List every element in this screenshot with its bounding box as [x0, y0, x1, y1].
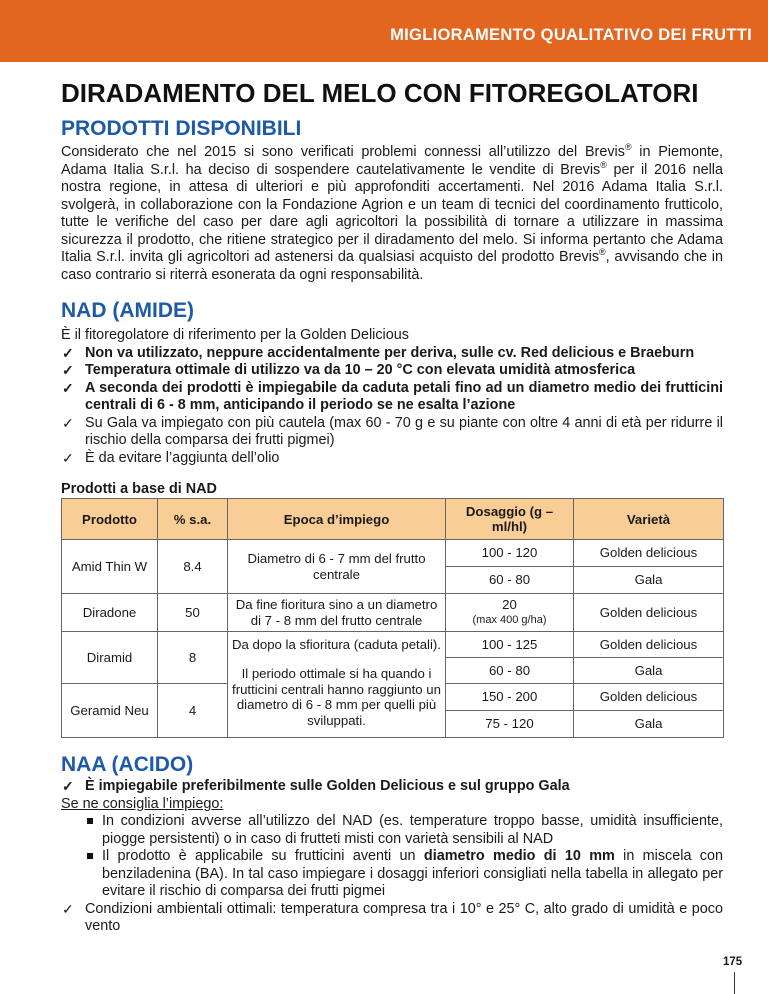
list-item: ✓ È impiegabile preferibilmente sulle Golden Delicious e sul gruppo Gala: [62, 778, 570, 794]
table-row: [62, 632, 724, 658]
cell-sa: 8: [158, 632, 228, 684]
cell-product: Diramid: [62, 632, 158, 684]
cell-dose: 20 (max 400 g/ha): [446, 594, 574, 632]
cell-epoca: Diametro di 6 - 7 mm del frutto centrale: [228, 540, 446, 594]
page-content: [61, 78, 723, 936]
list-item: ✓ È da evitare l’aggiunta dell’olio: [62, 449, 280, 466]
cell-epoca: Il periodo ottimale si ha quando i frutticini centrali hanno raggiunto un diametro di 6 - 8 mm per quelli più sviluppati.: [228, 658, 446, 738]
nad-products-table: [61, 498, 724, 738]
intro-paragraph: Considerato che nel 2015 si sono verificati problemi connessi all’utilizzo del Brevis® in Piemonte, Adama Italia S.r.l. ha deciso di sospendere cautelativamente le vendite di Brevis® per il 2016 nella nostra regione, in attesa di ulteriori e più approfonditi accertamenti. Nel 2016 Adama Italia S.r.l. svolgerà, in collaborazione con la Fondazione Agrion e un team di tecnici del coordinamento frutticolo, tutte le verifiche del caso per dare agli agricoltori la possibilità di tornare a utilizzare in massima sicurezza il prodotto, che ritiene strategico per il diradamento del melo. Si informa pertanto che Adama Italia S.r.l. invita gli agricoltori ad astenersi da qualsiasi acquisto del prodotto Brevis®, avvisando che in caso contrario si riterrà esonerata da ogni responsabilità.: [61, 142, 723, 283]
col-header-epoca: Epoca d’impiego: [228, 499, 446, 540]
nad-intro: È il fitoregolatore di riferimento per la Golden Delicious: [61, 327, 409, 343]
cell-epoca: Da fine fioritura sino a un diametro di 7 - 8 mm del frutto centrale: [228, 594, 446, 632]
cell-variety: Gala: [574, 711, 724, 738]
table-title: Prodotti a base di NAD: [61, 481, 217, 497]
page-divider: [734, 972, 735, 994]
list-item: ✓ Condizioni ambientali ottimali: temperatura compresa tra i 10° e 25° C, alto grado di umidità e poco vento: [62, 900, 723, 934]
nad-checklist: [61, 345, 723, 468]
cell-dose: 100 - 120: [446, 540, 574, 567]
list-item: ✓ Temperatura ottimale di utilizzo va da 10 – 20 °C con elevata umidità atmosferica: [62, 362, 636, 378]
table-header-row: [62, 499, 724, 540]
col-header-prodotto: Prodotto: [62, 499, 158, 540]
col-header-varieta: Varietà: [574, 499, 724, 540]
cell-epoca: Da dopo la sfioritura (caduta petali).: [228, 632, 446, 658]
section-heading-nad: NAD (AMIDE): [61, 299, 194, 322]
table-row: [62, 594, 724, 632]
naa-checklist-2: [61, 901, 723, 936]
cell-dose: 60 - 80: [446, 567, 574, 594]
check-icon: ✓: [62, 449, 74, 466]
cell-dose: 75 - 120: [446, 711, 574, 738]
col-header-dosaggio: Dosaggio (g – ml/hl): [446, 499, 574, 540]
section-heading-naa: NAA (ACIDO): [61, 753, 194, 776]
list-item: ✓ Non va utilizzato, neppure accidentalmente per deriva, sulle cv. Red delicious e Braeburn: [62, 344, 695, 361]
naa-consiglia: Se ne consiglia l’impiego:: [61, 795, 224, 812]
list-item: In condizioni avverse all’utilizzo del NAD (es. temperature troppo basse, umidità insufficiente, piogge persistenti) o in caso di frutteti misti con varietà sensibili al NAD: [61, 813, 723, 848]
check-icon: ✓: [62, 344, 74, 361]
col-header-sa: % s.a.: [158, 499, 228, 540]
cell-dose: 100 - 125: [446, 632, 574, 658]
table-row: [62, 540, 724, 567]
page-number: 175: [723, 956, 743, 968]
cell-variety: Golden delicious: [574, 540, 724, 567]
cell-sa: 50: [158, 594, 228, 632]
check-icon: ✓: [62, 362, 74, 378]
check-icon: ✓: [62, 778, 74, 794]
check-icon: ✓: [62, 414, 74, 431]
cell-sa: 4: [158, 684, 228, 738]
square-bullet-icon: [87, 818, 93, 824]
square-bullet-icon: [87, 853, 93, 859]
section-heading-prodotti: PRODOTTI DISPONIBILI: [61, 117, 302, 140]
banner-title: MIGLIORAMENTO QUALITATIVO DEI FRUTTI: [390, 26, 752, 44]
page-title: DIRADAMENTO DEL MELO CON FITOREGOLATORI: [61, 78, 699, 108]
list-item: ✓ Su Gala va impiegato con più cautela (max 60 - 70 g e su piante con oltre 4 anni di età per ridurre il rischio della comparsa dei frutti pigmei): [62, 414, 723, 448]
cell-variety: Gala: [574, 567, 724, 594]
list-item: ✓ A seconda dei prodotti è impiegabile da caduta petali fino ad un diametro medio dei frutticini centrali di 6 - 8 mm, anticipando il periodo se ne esalta l’azione: [62, 379, 723, 413]
cell-product: Amid Thin W: [62, 540, 158, 594]
header-banner: [0, 0, 768, 62]
cell-variety: Golden delicious: [574, 594, 724, 632]
cell-variety: Gala: [574, 658, 724, 684]
cell-dose: 150 - 200: [446, 684, 574, 711]
naa-checklist: [61, 778, 723, 796]
cell-dose: 60 - 80: [446, 658, 574, 684]
cell-product: Diradone: [62, 594, 158, 632]
cell-sa: 8.4: [158, 540, 228, 594]
cell-variety: Golden delicious: [574, 632, 724, 658]
check-icon: ✓: [62, 900, 74, 917]
check-icon: ✓: [62, 379, 74, 396]
cell-variety: Golden delicious: [574, 684, 724, 711]
list-item: Il prodotto è applicabile su frutticini aventi un diametro medio di 10 mm in miscela con benziladenina (BA). In tal caso impiegare i dosaggi inferiori consigliati nella tabella in allegato per evitare il rischio di comparsa dei frutti pigmei: [61, 848, 723, 901]
naa-sublist: [61, 813, 723, 901]
cell-product: Geramid Neu: [62, 684, 158, 738]
